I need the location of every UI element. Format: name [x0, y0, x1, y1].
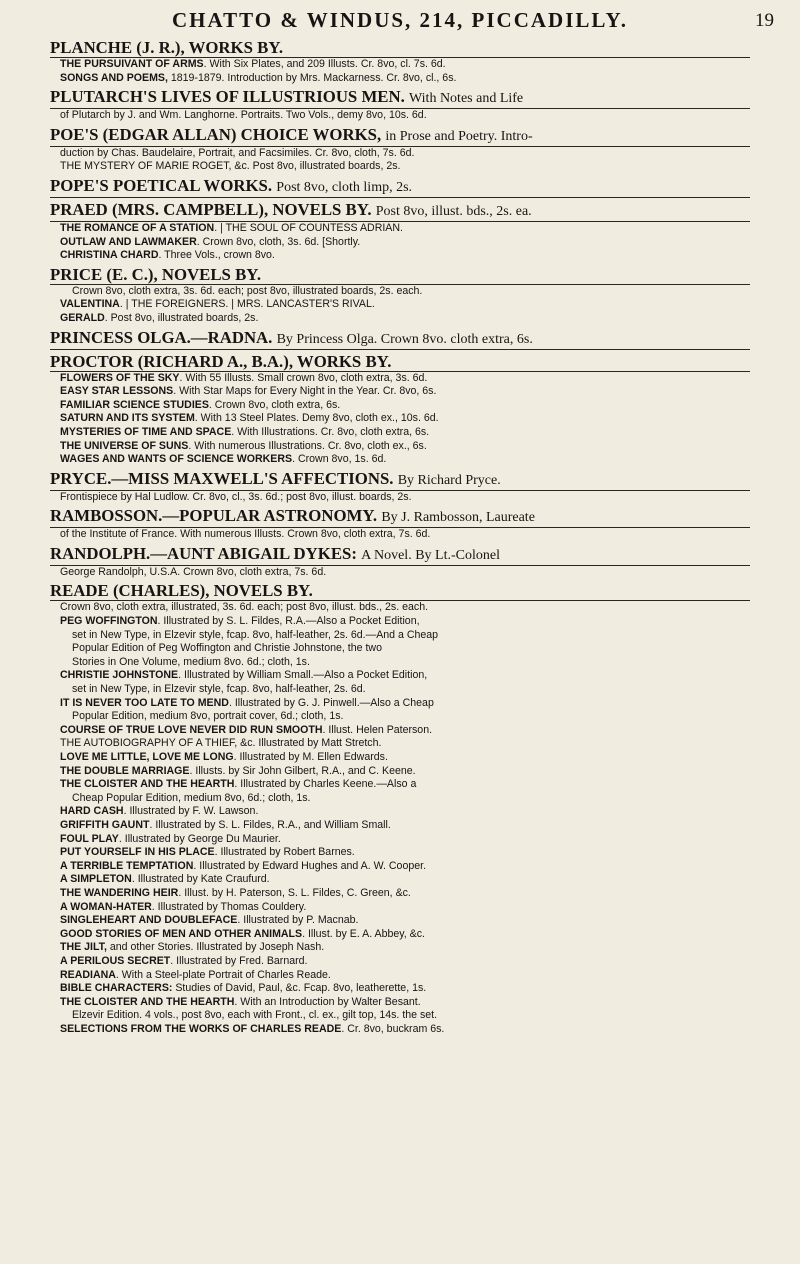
entry-heading-detail: Post 8vo, illust. bds., 2s. ea.: [375, 203, 532, 219]
entry-heading: [50, 125, 750, 147]
entry-heading-title: READE (CHARLES), NOVELS BY.: [50, 581, 313, 601]
entry-line: VALENTINA. | THE FOREIGNERS. | MRS. LANCASTER'S RIVAL.: [60, 298, 375, 311]
entry-heading-title: PLUTARCH'S LIVES OF ILLUSTRIOUS MEN.: [50, 87, 405, 107]
entry-heading-detail: By Princess Olga. Crown 8vo. cloth extra, 6s.: [276, 331, 533, 347]
entry-heading-detail: Post 8vo, cloth limp, 2s.: [276, 179, 413, 195]
entry-heading-title: PLANCHE (J. R.), WORKS BY.: [50, 38, 284, 57]
entry-line: A WOMAN-HATER. Illustrated by Thomas Couldery.: [60, 900, 307, 913]
entry-line: PUT YOURSELF IN HIS PLACE. Illustrated by Robert Barnes.: [60, 846, 355, 859]
entry-line: BIBLE CHARACTERS: Studies of David, Paul, &c. Fcap. 8vo, leatherette, 1s.: [60, 982, 427, 995]
entry-line: OUTLAW AND LAWMAKER. Crown 8vo, cloth, 3s. 6d. [Shortly.: [60, 235, 361, 248]
entry-line: SATURN AND ITS SYSTEM. With 13 Steel Plates. Demy 8vo, cloth ex., 10s. 6d.: [60, 412, 439, 425]
entry-line: THE DOUBLE MARRIAGE. Illusts. by Sir John Gilbert, R.A., and C. Keene.: [60, 764, 416, 777]
entry-line: Popular Edition, medium 8vo, portrait cover, 6d.; cloth, 1s.: [72, 710, 344, 723]
entry-heading-detail: By Richard Pryce.: [397, 472, 501, 488]
catalogue-entry: [50, 581, 750, 1036]
entry-line: LOVE ME LITTLE, LOVE ME LONG. Illustrated by M. Ellen Edwards.: [60, 751, 388, 763]
catalogue-entry: [50, 506, 750, 542]
entry-line: CHRISTIE JOHNSTONE. Illustrated by William Small.—Also a Pocket Edition,: [60, 669, 428, 682]
entry-line: Elzevir Edition. 4 vols., post 8vo, each with Front., cl. ex., gilt top, 14s. the set.: [72, 1009, 438, 1022]
entry-heading-detail: in Prose and Poetry. Intro-: [385, 128, 533, 144]
entry-line: THE JILT, and other Stories. Illustrated by Joseph Nash.: [60, 941, 325, 954]
page-header: [0, 6, 800, 38]
entry-heading: [50, 352, 750, 372]
catalogue-entry: [50, 544, 750, 580]
entry-line: George Randolph, U.S.A. Crown 8vo, cloth extra, 7s. 6d.: [60, 565, 327, 578]
entry-line: WAGES AND WANTS OF SCIENCE WORKERS. Crown 8vo, 1s. 6d.: [60, 453, 387, 466]
entry-line: EASY STAR LESSONS. With Star Maps for Every Night in the Year. Cr. 8vo, 6s.: [60, 385, 437, 398]
entry-line: THE PURSUIVANT OF ARMS. With Six Plates, and 209 Illusts. Cr. 8vo, cl. 7s. 6d.: [60, 58, 446, 70]
entry-line: FOUL PLAY. Illustrated by George Du Maurier.: [60, 832, 281, 845]
entry-heading: [50, 176, 750, 198]
catalogue-entry: [50, 38, 750, 85]
entry-line: Popular Edition of Peg Woffington and Christie Johnstone, the two: [72, 642, 382, 655]
entry-line: READIANA. With a Steel-plate Portrait of Charles Reade.: [60, 968, 331, 981]
entry-line: Crown 8vo, cloth extra, illustrated, 3s. 6d. each; post 8vo, illust. bds., 2s. each.: [60, 601, 429, 614]
entry-heading-title: PRYCE.—MISS MAXWELL'S AFFECTIONS.: [50, 468, 394, 488]
entry-heading: [50, 581, 750, 601]
entry-line: duction by Chas. Baudelaire, Portrait, and Facsimiles. Cr. 8vo, cloth, 7s. 6d.: [60, 146, 415, 159]
entry-line: COURSE OF TRUE LOVE NEVER DID RUN SMOOTH. Illust. Helen Paterson.: [60, 723, 433, 736]
catalogue-entry: [50, 200, 750, 263]
entry-line: THE CLOISTER AND THE HEARTH. With an Introduction by Walter Besant.: [60, 995, 421, 1008]
entry-heading-title: POE'S (EDGAR ALLAN) CHOICE WORKS,: [50, 124, 382, 144]
entry-line: HARD CASH. Illustrated by F. W. Lawson.: [60, 805, 259, 818]
page-number: 19: [755, 10, 774, 31]
entry-line: THE WANDERING HEIR. Illust. by H. Paterson, S. L. Fildes, C. Green, &c.: [60, 886, 411, 899]
entry-line: Crown 8vo, cloth extra, 3s. 6d. each; post 8vo, illustrated boards, 2s. each.: [72, 284, 423, 297]
entry-heading-title: PRAED (MRS. CAMPBELL), NOVELS BY.: [50, 199, 372, 219]
entry-heading: [50, 469, 750, 491]
entry-line: GERALD. Post 8vo, illustrated boards, 2s.: [60, 311, 259, 324]
entry-line: A TERRIBLE TEMPTATION. Illustrated by Edward Hughes and A. W. Cooper.: [60, 859, 427, 872]
entry-heading-title: PRICE (E. C.), NOVELS BY.: [50, 264, 262, 284]
running-head: CHATTO & WINDUS, 214, PICCADILLY.: [172, 8, 628, 32]
entry-heading-detail: With Notes and Life: [409, 91, 524, 107]
catalogue-entry: [50, 328, 750, 350]
entry-heading: [50, 38, 750, 58]
entry-heading-detail: A Novel. By Lt.-Colonel: [361, 547, 500, 563]
entry-heading-detail: By J. Rambosson, Laureate: [381, 510, 535, 526]
entry-heading: [50, 265, 750, 285]
catalogue-entry: [50, 87, 750, 123]
entry-heading: [50, 87, 750, 109]
entry-line: Cheap Popular Edition, medium 8vo, 6d.; cloth, 1s.: [72, 791, 311, 804]
catalogue-entries: [50, 36, 750, 1036]
entry-line: SONGS AND POEMS, 1819-1879. Introduction by Mrs. Mackarness. Cr. 8vo, cl., 6s.: [60, 71, 457, 84]
entry-line: Stories in One Volume, medium 8vo. 6d.; cloth, 1s.: [72, 655, 310, 668]
entry-line: FLOWERS OF THE SKY. With 55 Illusts. Small crown 8vo, cloth extra, 3s. 6d.: [60, 371, 428, 384]
catalogue-entry: [50, 265, 750, 326]
entry-line: set in New Type, in Elzevir style, fcap. 8vo, half-leather, 2s. 6d.: [72, 683, 366, 696]
catalogue-entry: [50, 469, 750, 505]
entry-line: THE CLOISTER AND THE HEARTH. Illustrated by Charles Keene.—Also a: [60, 778, 417, 791]
entry-line: THE AUTOBIOGRAPHY OF A THIEF, &c. Illustrated by Matt Stretch.: [60, 737, 382, 750]
entry-heading-title: RANDOLPH.—AUNT ABIGAIL DYKES:: [50, 543, 357, 563]
entry-line: IT IS NEVER TOO LATE TO MEND. Illustrated by G. J. Pinwell.—Also a Cheap: [60, 696, 434, 709]
entry-line: PEG WOFFINGTON. Illustrated by S. L. Fildes, R.A.—Also a Pocket Edition,: [60, 615, 420, 628]
entry-line: of the Institute of France. With numerous Illusts. Crown 8vo, cloth extra, 7s. 6d.: [60, 528, 431, 541]
entry-heading-title: RAMBOSSON.—POPULAR ASTRONOMY.: [50, 506, 378, 526]
entry-line: THE ROMANCE OF A STATION. | THE SOUL OF COUNTESS ADRIAN.: [60, 221, 403, 234]
catalogue-entry: [50, 352, 750, 467]
entry-line: set in New Type, in Elzevir style, fcap. 8vo, half-leather, 2s. 6d.—And a Cheap: [72, 628, 439, 641]
entry-heading: [50, 328, 750, 350]
entry-line: SELECTIONS FROM THE WORKS OF CHARLES READE. Cr. 8vo, buckram 6s.: [60, 1022, 445, 1035]
entry-line: GRIFFITH GAUNT. Illustrated by S. L. Fildes, R.A., and William Small.: [60, 818, 391, 831]
entry-line: A PERILOUS SECRET. Illustrated by Fred. Barnard.: [60, 954, 308, 967]
entry-line: FAMILIAR SCIENCE STUDIES. Crown 8vo, cloth extra, 6s.: [60, 398, 341, 411]
entry-heading-title: PRINCESS OLGA.—RADNA.: [50, 327, 273, 347]
entry-line: SINGLEHEART AND DOUBLEFACE. Illustrated by P. Macnab.: [60, 914, 359, 927]
entry-heading: [50, 200, 750, 222]
catalogue-entry: [50, 176, 750, 198]
entry-line: of Plutarch by J. and Wm. Langhorne. Portraits. Two Vols., demy 8vo, 10s. 6d.: [60, 109, 427, 122]
entry-heading-title: POPE'S POETICAL WORKS.: [50, 175, 273, 195]
entry-heading-title: PROCTOR (RICHARD A., B.A.), WORKS BY.: [50, 351, 392, 371]
entry-heading: [50, 506, 750, 528]
entry-line: Frontispiece by Hal Ludlow. Cr. 8vo, cl., 3s. 6d.; post 8vo, illust. boards, 2s.: [60, 490, 412, 503]
entry-line: CHRISTINA CHARD. Three Vols., crown 8vo.: [60, 249, 275, 262]
entry-line: A SIMPLETON. Illustrated by Kate Craufurd.: [60, 873, 270, 886]
entry-line: THE UNIVERSE OF SUNS. With numerous Illustrations. Cr. 8vo, cloth ex., 6s.: [60, 439, 427, 452]
entry-line: THE MYSTERY OF MARIE ROGET, &c. Post 8vo, illustrated boards, 2s.: [60, 160, 401, 173]
entry-heading: [50, 544, 750, 566]
entry-line: MYSTERIES OF TIME AND SPACE. With Illustrations. Cr. 8vo, cloth extra, 6s.: [60, 425, 430, 438]
entry-line: GOOD STORIES OF MEN AND OTHER ANIMALS. Illust. by E. A. Abbey, &c.: [60, 927, 425, 940]
catalogue-entry: [50, 125, 750, 174]
